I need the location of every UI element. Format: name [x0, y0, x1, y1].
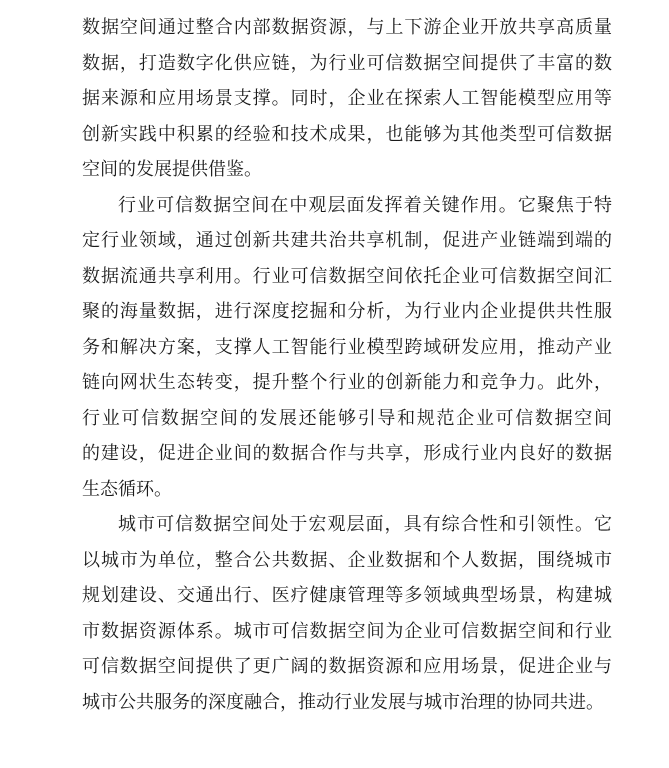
paragraph-line: 以城市为单位，整合公共数据、企业数据和个人数据，围绕城市	[82, 549, 612, 571]
paragraph-line: 数据，打造数字化供应链，为行业可信数据空间提供了丰富的数	[82, 52, 612, 74]
paragraph-1	[82, 10, 612, 188]
paragraph-line: 据来源和应用场景支撑。同时，企业在探索人工智能模型应用等	[82, 88, 612, 109]
paragraph-line: 务和解决方案，支撑人工智能行业模型跨域研发应用，推动产业	[82, 336, 612, 358]
paragraph-line: 生态循环。	[82, 478, 172, 500]
paragraph-line: 可信数据空间提供了更广阔的数据资源和应用场景，促进企业与	[82, 656, 612, 677]
paragraph-line: 定行业领域，通过创新共建共治共享机制，促进产业链端到端的	[82, 230, 612, 251]
paragraph-line: 聚的海量数据，进行深度挖掘和分析，为行业内企业提供共性服	[82, 301, 612, 322]
paragraph-line: 行业可信数据空间在中观层面发挥着关键作用。它聚焦于特	[118, 194, 612, 216]
paragraph-line: 链向网状生态转变，提升整个行业的创新能力和竞争力。此外，	[82, 372, 612, 393]
paragraph-2	[82, 188, 612, 508]
paragraph-line: 数据流通共享利用。行业可信数据空间依托企业可信数据空间汇	[82, 265, 612, 287]
paragraph-line: 市数据资源体系。城市可信数据空间为企业可信数据空间和行业	[82, 620, 612, 642]
paragraph-line: 的建设，促进企业间的数据合作与共享，形成行业内良好的数据	[82, 443, 612, 464]
paragraph-line: 城市公共服务的深度融合，推动行业发展与城市治理的协同共进。	[82, 691, 604, 713]
paragraph-line: 城市可信数据空间处于宏观层面，具有综合性和引领性。它	[118, 514, 612, 535]
document-body	[82, 10, 612, 720]
paragraph-line: 数据空间通过整合内部数据资源，与上下游企业开放共享高质量	[82, 17, 612, 38]
paragraph-line: 创新实践中积累的经验和技术成果，也能够为其他类型可信数据	[82, 123, 612, 145]
paragraph-line: 行业可信数据空间的发展还能够引导和规范企业可信数据空间	[82, 407, 612, 429]
paragraph-line: 规划建设、交通出行、医疗健康管理等多领域典型场景，构建城	[82, 585, 612, 606]
paragraph-line: 空间的发展提供借鉴。	[82, 159, 262, 180]
paragraph-3	[82, 507, 612, 720]
